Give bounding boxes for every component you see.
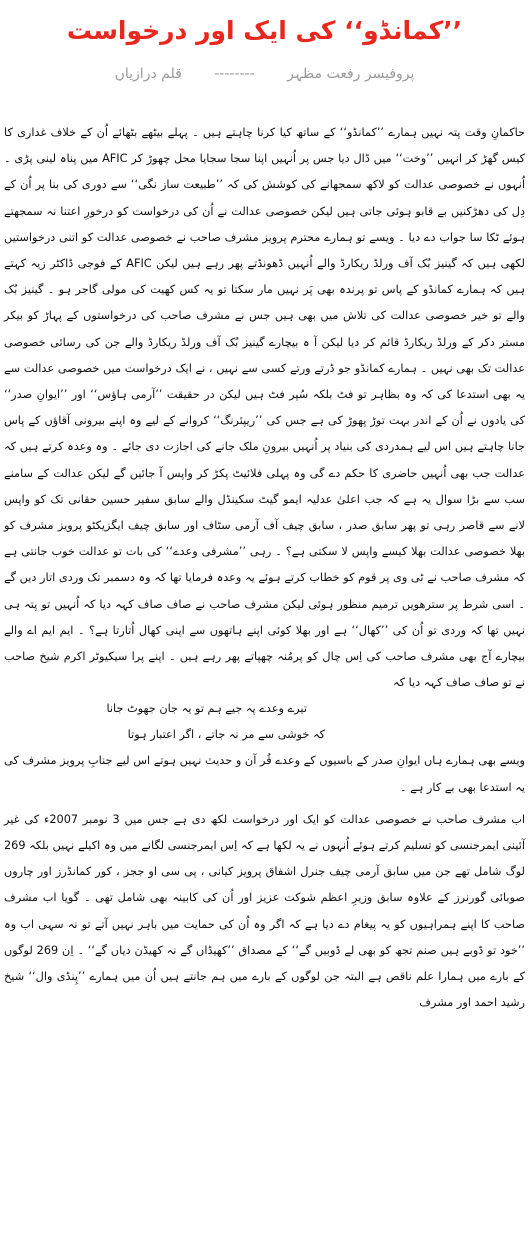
byline [0, 64, 529, 84]
author-name: پروفیسر رفعت مظہر [287, 66, 415, 82]
paragraph-2: ویسے بھی ہمارے ہاں ایوانِ صدر کے باسیوں کے وعدے قُر آن و حدیث نہیں ہوتے اس لیے جنابِ پرویز مشرف کی یہ استدعا بھی بے کار ہے ۔ [4, 754, 525, 794]
article-body [4, 120, 525, 1017]
verse-line-2: کہ خوشی سے مر نہ جاتے ، اگر اعتبار ہوتا [127, 728, 325, 742]
column-name: قلم درازیاں [114, 66, 182, 82]
paragraph-1: حاکمانِ وقت پتہ نہیں ہمارے ’’کمانڈو‘‘ کے ساتھ کیا کرنا چاہتے ہیں ۔ پہلے بیٹھے بٹھائے اُن کے خلاف غداری کا کیس گھڑ کر انہیں ’’وخت‘‘ میں ڈال دیا جس پر اُنہیں اپنا سجا سجایا محل چھوڑ کر AFIC میں پناہ لینی پڑی ۔ اُنہوں نے خصوصی عدالت کو لاکھ سمجھانے کی کوشش کی کہ ’’طبیعت ساز نگی‘‘ سے دوری کی بنا پر اُن کے دِل کی دھڑکنیں بے قابو ہوئی جاتی ہیں لیکن خصوصی عدالت نے اُن کی درخواست کو درخورِ اعتنا نہ سمجھتے ہوئے ٹکا سا جواب دے دیا ۔ ویسے تو ہمارے محترم پرویز مشرف صاحب نے خصوصی عدالت کو اتنی درخواستیں لکھی ہیں کہ گینیز بُک آف ورلڈ ریکارڈ والے اُنہیں ڈھونڈتے پھر رہے ہیں لیکن AFIC کے فوجی ڈاکٹر زیہ کہتے ہیں کہ ہمارے کمانڈو کے پاس تو پرندہ بھی پَر نہیں مار سکتا تو یہ کس کھیت کی مولی گاجر ہو ۔ گینیز بُک والے تو خیر خصوصی عدالت کی تلاش میں بھی ہیں جس نے مشرف صاحب کی درخواستوں کے پہاڑ کو بیکر مستر دکر کے ورلڈ ریکارڈ قائم کر دیا لیکن آ ہ بیچارے گینیز بُک آف ورلڈ ریکارڈ والے جن کی رسائی خصوصی عدالت تک بھی نہیں ۔ ہمارے کمانڈو جو ڈرتے ورتے کسی سے نہیں ، نے ایک درخواست میں خصوصی عدالت سے یہ بھی استدعا کی کہ وہ بظاہر تو فٹ بلکہ سُپر فٹ ہیں لیکن در حقیقت ’’آرمی ہاؤس‘‘ اور ’’ایوانِ صدر‘‘ کی یادوں نے اُن کے اندر بہت توڑ پھوڑ کی ہے جس کی ’’ریپئرنگ‘‘ کروانے کے لیے وہ اپنے بیرونی آقاؤں کے پاس جانا چاہتے ہیں اس لیے ہمدردی کی بنیاد پر اُنہیں بیرونِ ملک جانے کی اجازت دی جائے ۔ وہ وعدہ کرتے ہیں کہ عدالت جب بھی اُنہیں حاضری کا حکم دے گی وہ پہلی فلائیٹ پکڑ کر واپس آ جائیں گے لیکن عدالت کے سامنے سب سے بڑا سوال یہ ہے کہ جب اعلیٰ عدلیہ ایمو گیٹ سکینڈل والے سابق سفیر حسین حقانی تک کو واپس لانے سے قاصر رہی تو پھر سابق صدر ، سابق چیف آف آرمی سٹاف اور سابق چیف ایگزیکٹو پرویز مشرف کو بھلا خصوصی عدالت بھلا کیسے واپس لا سکتی ہے؟ ۔ رہی ’’مشرفی وعدے‘‘ کی بات تو عدالت خوب جانتی ہے کہ مشرف صاحب نے ٹی وی پر قوم کو خطاب کرتے ہوئے یہ وعدہ فرمایا تھا کہ وہ دسمبر تک وردی اتار دیں گے ۔ اسی شرط پر سترھویں ترمیم منظور ہوئی لیکن مشرف صاحب نے صاف صاف کہہ دیا کہ اُنہیں تو پتہ ہی نہیں تھا کہ وردی تو اُن کی ’’کھال‘‘ ہے اور بھلا کوئی اپنے ہاتھوں سے اپنی کھال اُتارتا ہے؟ ۔ ایم ایم اے والے بیچارے آج بھی مشرف صاحب کی اِس چال کو پرمُنہ چھپاتے پھر رہے ہیں ۔ اپنے پرا سیکیوٹر اکرم شیخ صاحب نے تو صاف صاف کہہ دیا کہ [4, 126, 525, 690]
article-title: ’’کمانڈو‘‘ کی ایک اور درخواست [66, 16, 463, 45]
poetry-verse [4, 696, 525, 748]
byline-separator: -------- [214, 66, 255, 82]
verse-line-1: تیرے وعدے پہ جیے ہم تو یہ جان جھوٹ جانا [106, 702, 307, 716]
paragraph-3: اب مشرف صاحب نے خصوصی عدالت کو ایک اور درخواست لکھ دی ہے جس میں 3 نومبر 2007ء کی غیر آئینی ایمرجنسی کو تسلیم کرتے ہوئے اُنہوں نے یہ لکھا ہے کہ اِس ایمرجنسی لگانے میں وہ اکیلے نہیں بلکہ 269 لوگ شامل تھے جن میں سابق آرمی چیف جنرل اشفاق پرویز کیانی ، پی سی او ججز ، کور کمانڈرز اور چاروں صوبائی گورنرز کے علاوہ سابق وزیرِ اعظم شوکت عزیز اور اُن کی کابینہ بھی شامل تھی ۔ گویا اب مشرف صاحب کا اپنے ہمراہیوں کو یہ پیغام دے دیا ہے کہ اگر وہ اُن کی حمایت میں باہر نہیں آتے تو نہ سہی اب وہ ’’خود تو ڈوبے ہیں صنم تجھ کو بھی لے ڈوبیں گے‘‘ کے مصداق ’’کھیڈاں گے نہ کھیڈن دیاں گے‘‘ ۔ اِن 269 لوگوں کے بارے میں ہمارا علم ناقص ہے البتہ جن لوگوں کے بارے میں ہم جانتے ہیں اُن میں ہمارے ’’پِنڈی وال‘‘ شیخ رشید احمد اور مشرف [4, 812, 525, 1010]
